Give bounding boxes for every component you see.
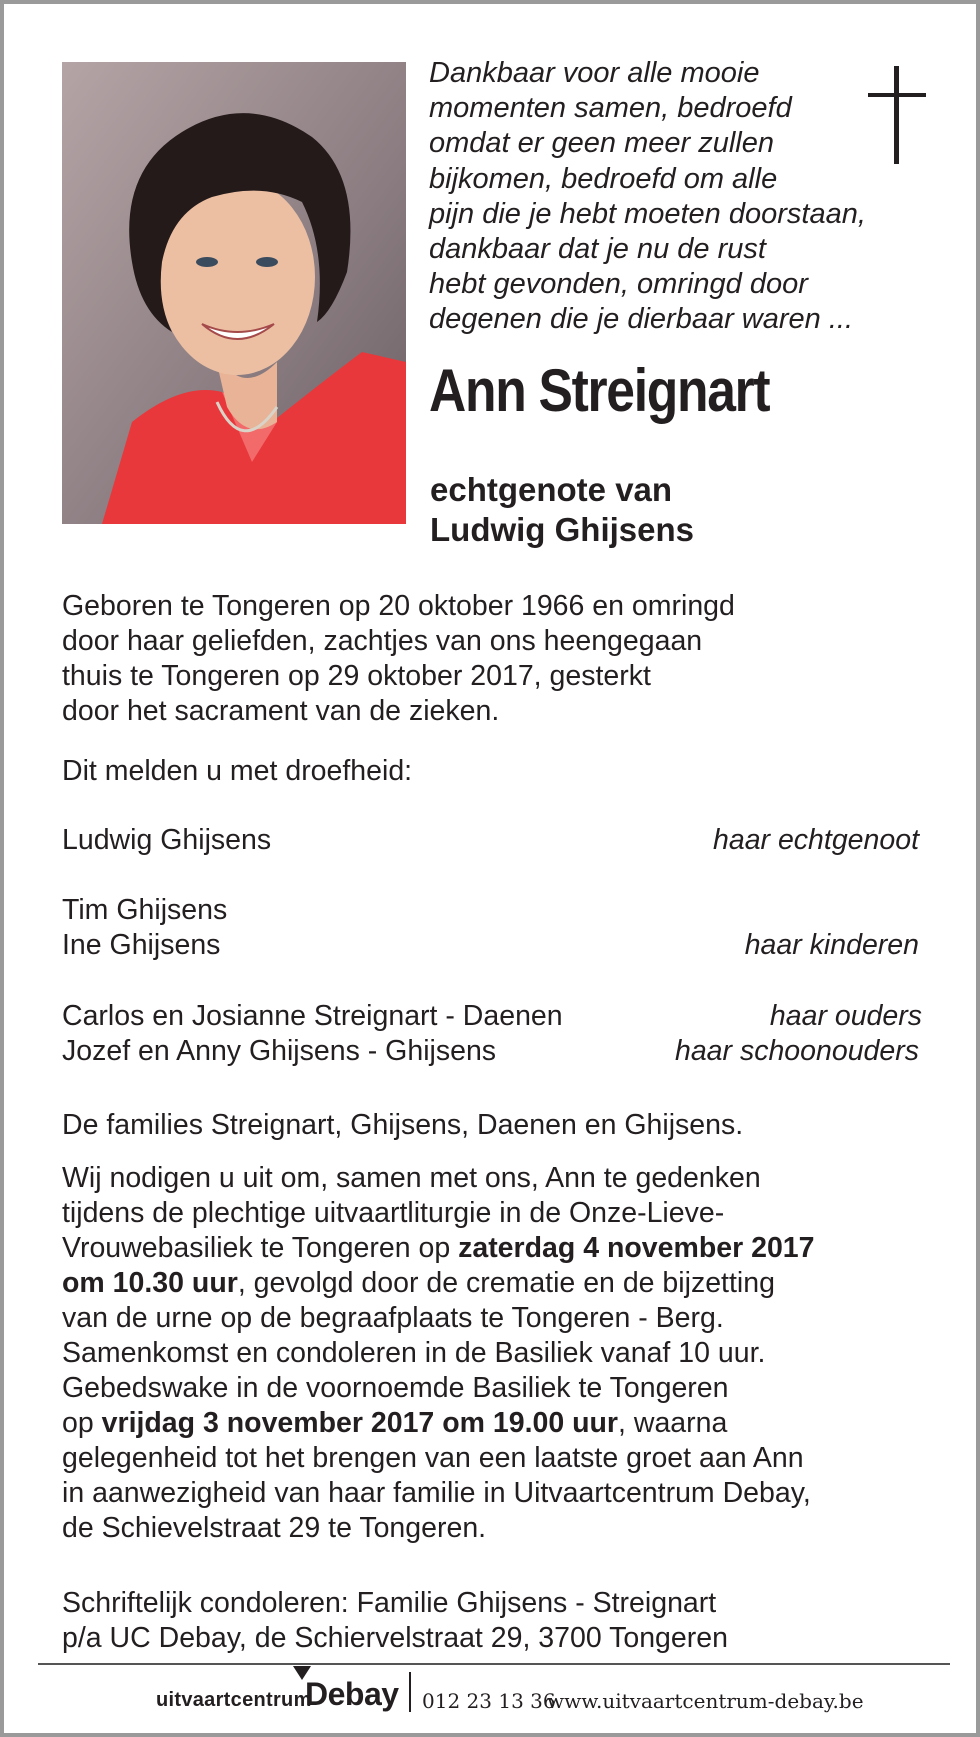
mourner-role: haar kinderen (744, 929, 919, 961)
condolence-info (62, 1586, 728, 1656)
mourner-name: Carlos en Josianne Streignart - Daenen (62, 1000, 563, 1032)
ceremony-line: Wij nodigen u uit om, samen met ons, Ann te gedenken (62, 1162, 761, 1194)
ceremony-text: , waarna (618, 1407, 728, 1439)
ceremony-line (62, 1406, 815, 1441)
mourner-row (62, 1000, 922, 1035)
ceremony-line (62, 1266, 815, 1301)
intro-line: door het sacrament van de zieken. (62, 695, 500, 727)
mourner-row (62, 929, 919, 964)
condolence-address: p/a UC Debay, de Schiervelstraat 29, 3700 Tongeren (62, 1622, 728, 1654)
spouse-line: echtgenote van (430, 471, 673, 508)
mourner-name: Tim Ghijsens (62, 894, 228, 926)
brand-name: Debay (305, 1676, 399, 1712)
mourner-row (62, 1035, 919, 1070)
ceremony-time: om 10.30 uur (62, 1267, 238, 1299)
footer (4, 1666, 980, 1726)
poem-line: dankbaar dat je nu de rust (429, 233, 766, 266)
ceremony-line: de Schievelstraat 29 te Tongeren. (62, 1512, 487, 1544)
ceremony-line: gelegenheid tot het brengen van een laatste groet aan Ann (62, 1442, 804, 1474)
portrait-photo (62, 62, 406, 524)
poem-line: Dankbaar voor alle mooie (429, 57, 760, 89)
footer-divider (38, 1663, 950, 1665)
cross-icon (868, 66, 926, 164)
footer-phone: 012 23 13 36 (422, 1689, 556, 1713)
ceremony-line: van de urne op de begraafplaats te Tongeren - Berg. (62, 1302, 724, 1334)
mourner-role: haar ouders (769, 1000, 922, 1032)
announcement: Dit melden u met droefheid: (62, 755, 413, 787)
poem-line: hebt gevonden, omringd door (429, 268, 808, 301)
intro-line: Geboren te Tongeren op 20 oktober 1966 en omringd (62, 590, 735, 622)
ceremony-line: tijdens de plechtige uitvaartliturgie in de Onze-Lieve- (62, 1197, 725, 1229)
ceremony-text: op (62, 1407, 102, 1439)
poem-line: momenten samen, bedroefd (429, 92, 792, 125)
poem-line: bijkomen, bedroefd om alle (429, 162, 778, 195)
ceremony-line (62, 1231, 815, 1266)
footer-separator (409, 1672, 411, 1712)
mourner-row (62, 824, 919, 859)
ceremony-line: Gebedswake in de voornoemde Basiliek te Tongeren (62, 1372, 729, 1404)
mourner-name: Ine Ghijsens (62, 929, 221, 961)
mourner-name: Ludwig Ghijsens (62, 824, 272, 856)
poem-line: pijn die je hebt moeten doorstaan, (429, 197, 866, 230)
wake-datetime: vrijdag 3 november 2017 om 19.00 uur (101, 1407, 619, 1439)
mourner-row (62, 894, 919, 929)
footer-website: www.uitvaartcentrum-debay.be (547, 1689, 864, 1713)
intro-line: thuis te Tongeren op 29 oktober 2017, gesterkt (62, 660, 651, 692)
ceremony-text: Vrouwebasiliek te Tongeren op (62, 1232, 459, 1264)
ceremony-text: , gevolgd door de crematie en de bijzetting (237, 1267, 775, 1299)
ceremony-paragraph (62, 1161, 815, 1546)
ceremony-line: Samenkomst en condoleren in de Basiliek vanaf 10 uur. (62, 1337, 766, 1369)
mourner-role: haar echtgenoot (713, 824, 919, 856)
brand-prefix: uitvaartcentrum (156, 1689, 312, 1711)
poem-line: omdat er geen meer zullen (429, 127, 774, 160)
poem-line: degenen die je dierbaar waren ... (429, 303, 854, 336)
intro-line: door haar geliefden, zachtjes van ons heengegaan (62, 625, 703, 657)
mourner-role: haar schoonouders (674, 1035, 919, 1067)
intro-paragraph (62, 589, 735, 729)
poem (429, 56, 899, 338)
ceremony-date: zaterdag 4 november 2017 (458, 1232, 815, 1264)
ceremony-line: in aanwezigheid van haar familie in Uitvaartcentrum Debay, (62, 1477, 811, 1509)
spouse-info (430, 470, 694, 550)
condolence-line: Schriftelijk condoleren: Familie Ghijsens - Streignart (62, 1587, 717, 1619)
spouse-name: Ludwig Ghijsens (430, 511, 695, 548)
families-line: De families Streignart, Ghijsens, Daenen en Ghijsens. (62, 1109, 744, 1141)
mourner-name: Jozef en Anny Ghijsens - Ghijsens (62, 1035, 497, 1067)
deceased-name: Ann Streignart (429, 357, 770, 424)
